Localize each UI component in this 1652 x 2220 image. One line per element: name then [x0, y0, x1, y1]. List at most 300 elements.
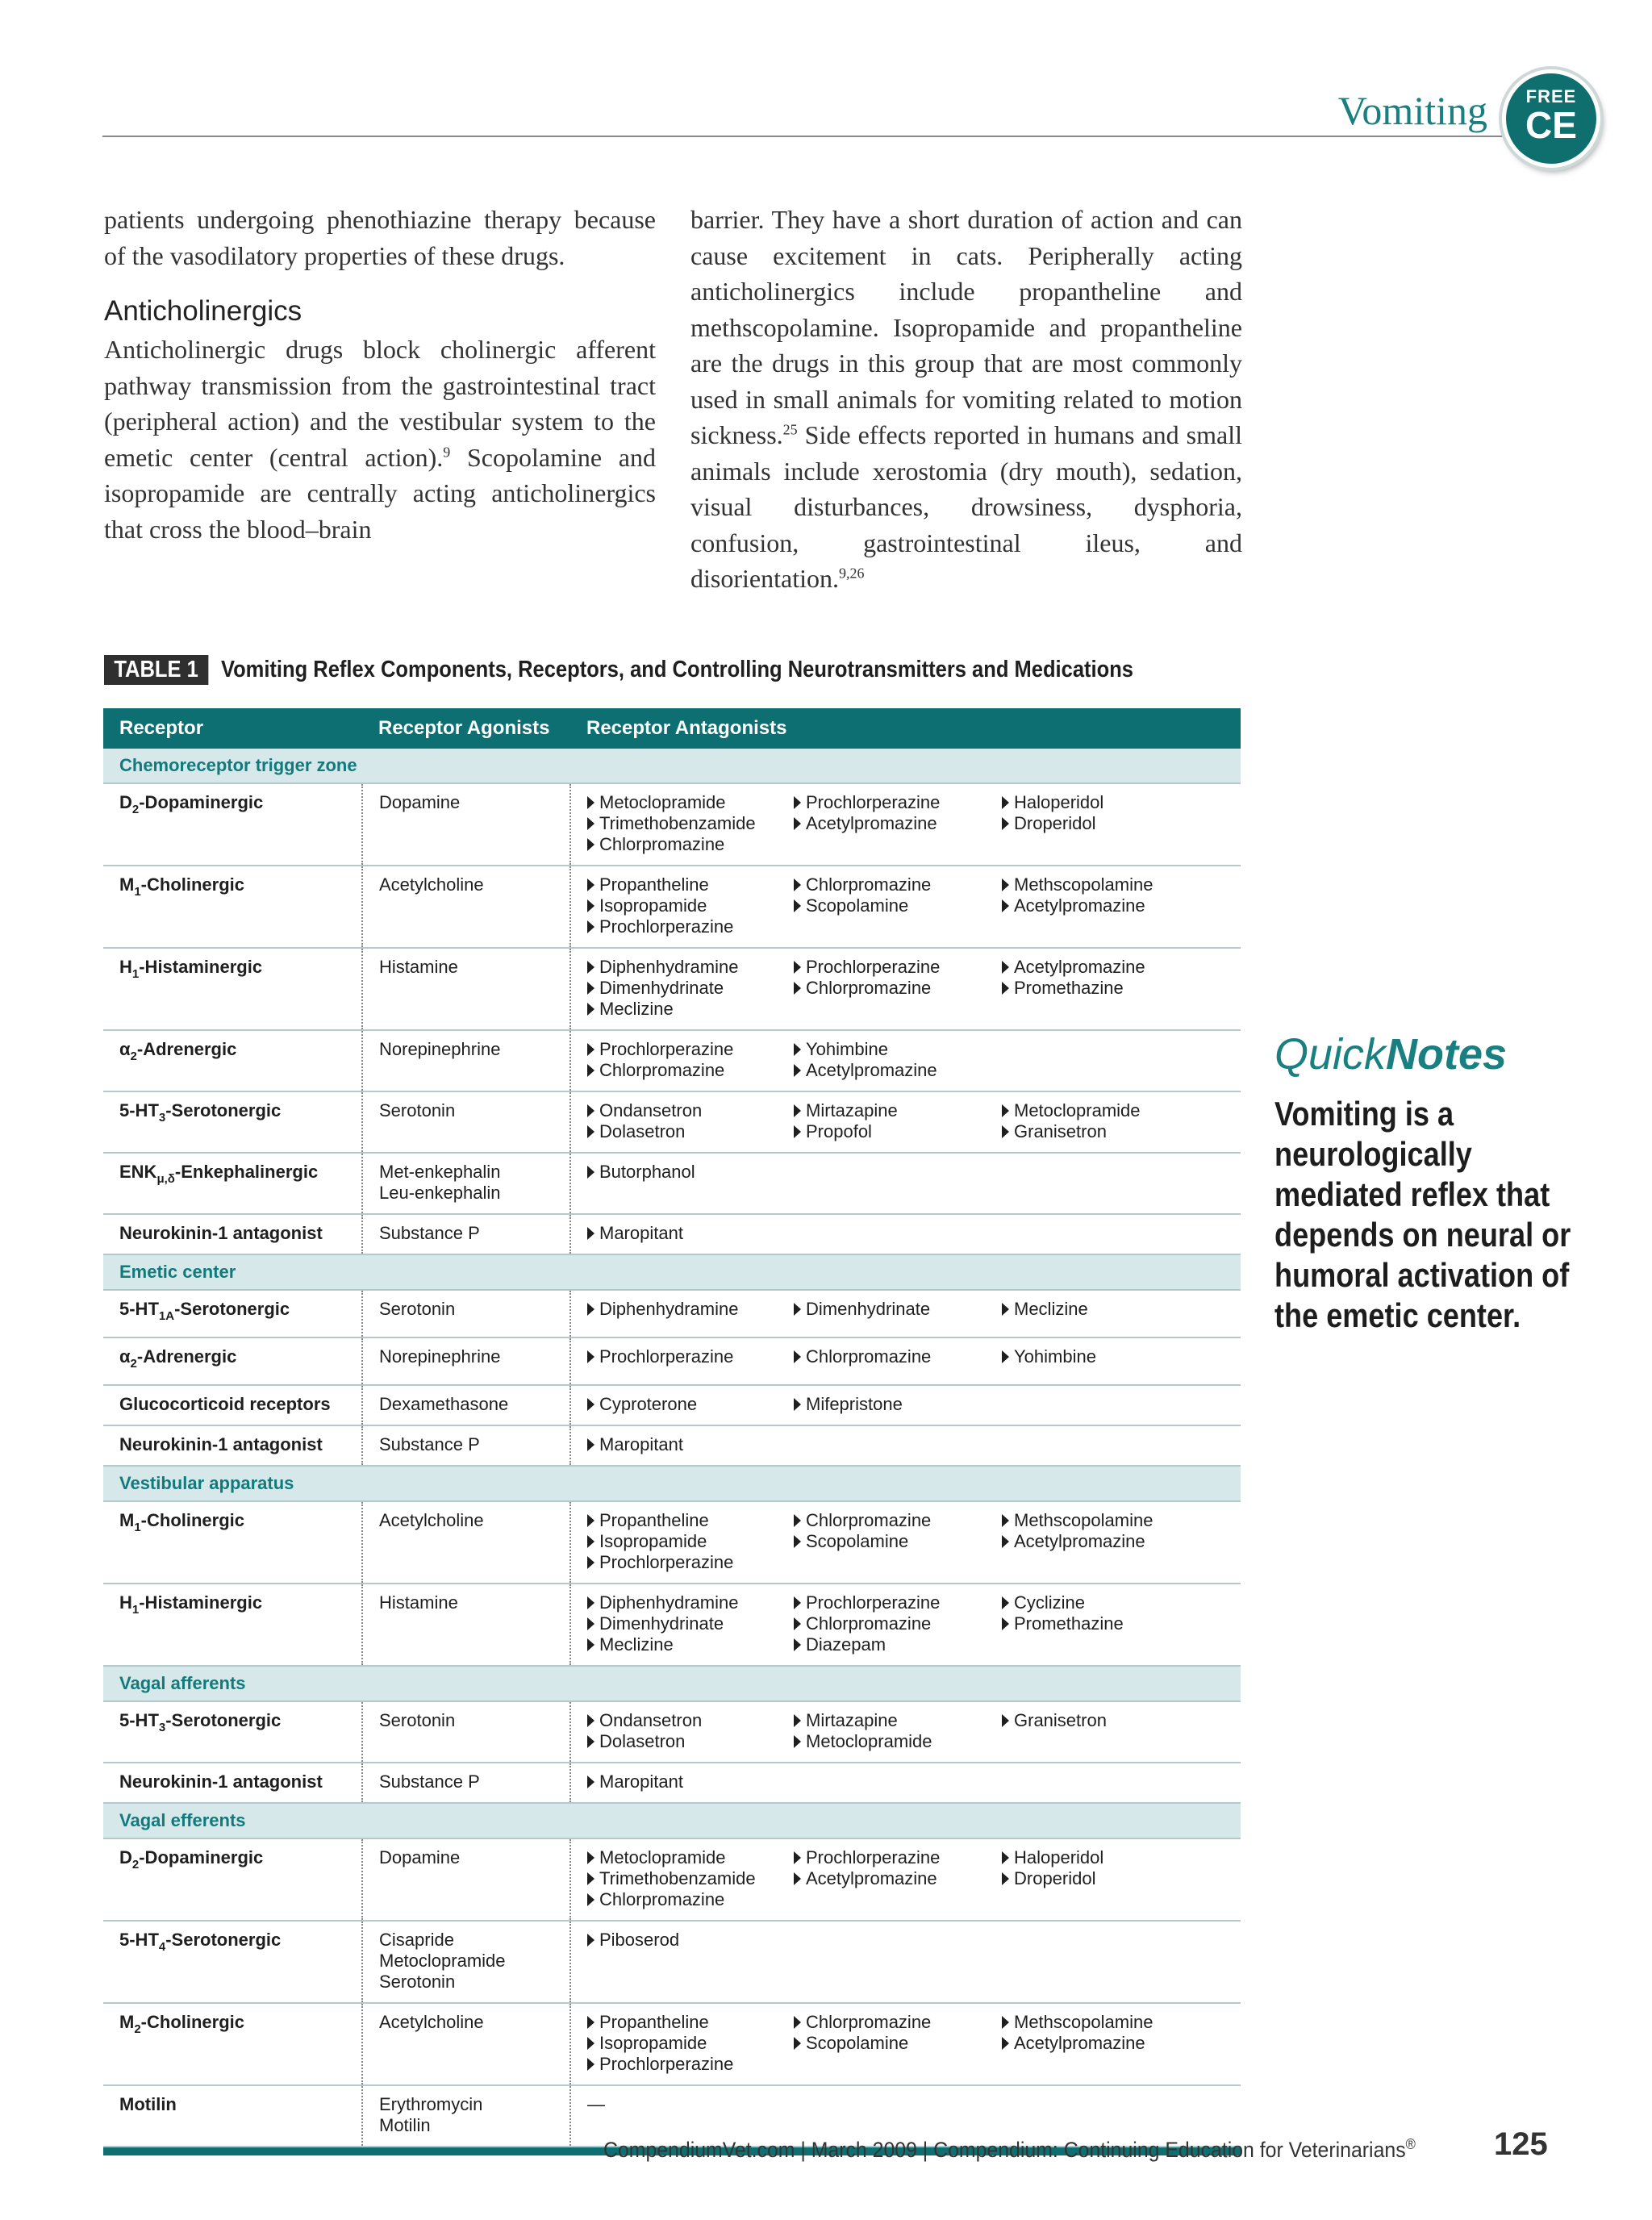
- antagonist-item: [587, 1510, 794, 1531]
- antagonist-name: Chlorpromazine: [599, 1889, 725, 1909]
- antagonists-cell: [570, 783, 1241, 866]
- antagonist-item: [794, 1100, 1002, 1121]
- antagonist-name: Acetylpromazine: [1014, 895, 1145, 916]
- antagonist-grid: [587, 1039, 1224, 1081]
- antagonist-name: Metoclopramide: [806, 1731, 932, 1751]
- continued-paragraph: [690, 202, 1242, 597]
- antagonist-item: [794, 1847, 1002, 1868]
- agonist: Metoclopramide: [379, 1951, 506, 1971]
- section-heading: Anticholinergics: [104, 295, 302, 327]
- page-footer: [603, 2138, 1416, 2163]
- antagonist-item: [587, 2033, 794, 2054]
- arrow-icon: [587, 982, 594, 995]
- table-row: [103, 1921, 1241, 2003]
- antagonist-name: Diazepam: [806, 1634, 886, 1655]
- quicknotes-quick: Quick: [1274, 1030, 1387, 1079]
- header-rule: [102, 136, 1538, 137]
- table-title: Vomiting Reflex Components, Receptors, and Controlling Neurotransmitters and Medications: [220, 657, 1133, 682]
- antagonist-name: Prochlorperazine: [599, 2054, 734, 2074]
- agonist: Norepinephrine: [379, 1039, 501, 1059]
- antagonist-name: Droperidol: [1014, 1868, 1096, 1888]
- table-row: [103, 1337, 1241, 1385]
- arrow-icon: [587, 1776, 594, 1788]
- agonists-cell: [362, 1214, 570, 1254]
- antagonist-item: [794, 1531, 1002, 1552]
- table-header-row: [103, 708, 1241, 749]
- arrow-icon: [1002, 2037, 1009, 2050]
- antagonist-name: Piboserod: [599, 1930, 680, 1950]
- arrow-icon: [587, 1438, 594, 1451]
- arrow-icon: [1002, 1851, 1009, 1864]
- arrow-icon: [794, 2016, 801, 2029]
- arrow-icon: [794, 1303, 801, 1316]
- receptor-subscript: 1: [131, 967, 140, 981]
- antagonist-name: Ondansetron: [599, 1100, 703, 1120]
- arrow-icon: [1002, 1714, 1009, 1727]
- antagonist-item: [587, 1100, 794, 1121]
- antagonist-name: Maropitant: [599, 1223, 683, 1243]
- arrow-icon: [1002, 1617, 1009, 1630]
- arrow-icon: [794, 1535, 801, 1548]
- antagonist-item: [587, 792, 794, 813]
- arrow-icon: [794, 1735, 801, 1748]
- antagonist-name: Methscopolamine: [1014, 874, 1153, 895]
- antagonist-name: Diphenhydramine: [599, 1592, 739, 1613]
- agonist: Dopamine: [379, 792, 461, 812]
- antagonist-item: [794, 957, 1002, 978]
- receptor-name: M: [119, 2012, 135, 2032]
- receptor-cell: [103, 1701, 362, 1763]
- agonists-cell: [362, 1290, 570, 1337]
- antagonist-item: [1002, 2012, 1208, 2033]
- antagonist-name: Scopolamine: [806, 895, 909, 916]
- agonist: Erythromycin: [379, 2094, 483, 2114]
- paragraph-text-cont: Side effects reported in humans and small animals include xerostomia (dry mouth), sedation, visual disturbances, drowsiness, dysphoria, confusion, gastrointestinal ileus, and disorientation.: [690, 420, 1242, 593]
- antagonist-item: [587, 1121, 794, 1142]
- intro-paragraph: patients undergoing phenothiazine therapy because of the vasodilatory properties of these drugs.: [104, 205, 656, 270]
- antagonists-cell: [570, 1501, 1241, 1584]
- antagonist-item: [587, 1434, 794, 1455]
- free-ce-badge: [1502, 69, 1600, 168]
- antagonist-grid: [587, 1592, 1224, 1655]
- antagonist-name: Methscopolamine: [1014, 2012, 1153, 2032]
- arrow-icon: [587, 1043, 594, 1056]
- arrow-icon: [794, 1043, 801, 1056]
- receptor-subscript: 1A: [158, 1309, 175, 1323]
- arrow-icon: [587, 1851, 594, 1864]
- agonists-cell: [362, 948, 570, 1030]
- antagonist-item: [1002, 1100, 1208, 1121]
- arrow-icon: [587, 1514, 594, 1527]
- table-row: [103, 1385, 1241, 1425]
- receptor-cell: [103, 1425, 362, 1466]
- arrow-icon: [587, 1556, 594, 1569]
- antagonist-item: [1002, 1039, 1208, 1060]
- antagonist-item: [1002, 792, 1208, 813]
- table-row: [103, 1763, 1241, 1803]
- antagonist-name: Droperidol: [1014, 813, 1096, 833]
- receptor-subscript: 3: [158, 1721, 166, 1734]
- antagonist-grid: [587, 1930, 1224, 1951]
- agonists-cell: [362, 2003, 570, 2085]
- receptor-cell: [103, 2003, 362, 2085]
- antagonist-item: [794, 1510, 1002, 1531]
- antagonist-item: [1002, 1847, 1208, 1868]
- antagonist-name: Chlorpromazine: [599, 1060, 725, 1080]
- table-body: [103, 749, 1241, 2155]
- antagonist-name: Chlorpromazine: [806, 1346, 932, 1367]
- antagonist-item: [794, 792, 1002, 813]
- reference-marker: 9,26: [838, 565, 865, 582]
- antagonist-name: Mifepristone: [806, 1394, 903, 1414]
- antagonist-name: Granisetron: [1014, 1710, 1107, 1730]
- arrow-icon: [587, 817, 594, 830]
- agonists-cell: [362, 2085, 570, 2147]
- receptor-suffix: -Dopaminergic: [139, 1847, 264, 1867]
- receptor-cell: [103, 1214, 362, 1254]
- antagonist-name: Acetylpromazine: [806, 813, 937, 833]
- receptor-suffix: -Dopaminergic: [139, 792, 264, 812]
- receptor-suffix: -Cholinergic: [140, 1510, 245, 1530]
- antagonist-grid: [587, 1510, 1224, 1573]
- arrow-icon: [587, 1166, 594, 1179]
- quicknotes-sidebar: [1274, 1029, 1581, 1336]
- antagonist-item: [587, 813, 794, 834]
- antagonist-name: Chlorpromazine: [599, 834, 725, 854]
- antagonist-name: Scopolamine: [806, 2033, 909, 2053]
- table-row: [103, 1030, 1241, 1091]
- antagonist-item: [587, 834, 794, 855]
- table-row: [103, 1701, 1241, 1763]
- receptor-suffix: -Adrenergic: [136, 1039, 237, 1059]
- antagonist-name: Dolasetron: [599, 1731, 686, 1751]
- antagonist-name: Yohimbine: [1014, 1346, 1096, 1367]
- arrow-icon: [794, 961, 801, 974]
- antagonist-item: [794, 1710, 1002, 1731]
- antagonists-cell: [570, 1214, 1241, 1254]
- antagonist-grid: [587, 1100, 1224, 1142]
- antagonist-grid: [587, 874, 1224, 937]
- antagonist-name: Metoclopramide: [1014, 1100, 1141, 1120]
- antagonists-cell: [570, 2003, 1241, 2085]
- receptor-name: H: [119, 1592, 132, 1613]
- arrow-icon: [587, 920, 594, 933]
- antagonist-item: [587, 1868, 794, 1889]
- paragraph-text: barrier. They have a short duration of action and can cause excitement in cats. Peripherally acting anticholinergics include propantheline and methscopolamine. Isopropamide and propantheline are the drugs in this group that are most commonly used in small animals for vomiting related to motion sickness.: [690, 205, 1242, 449]
- receptor-suffix: -Histaminergic: [139, 1592, 263, 1613]
- agonists-cell: [362, 1337, 570, 1385]
- antagonist-name: Chlorpromazine: [806, 1613, 932, 1634]
- receptor-subscript: 1: [131, 1603, 140, 1617]
- agonist: Histamine: [379, 957, 458, 977]
- antagonist-name: Maropitant: [599, 1434, 683, 1454]
- antagonist-name: Prochlorperazine: [806, 957, 941, 977]
- table-row: [103, 866, 1241, 948]
- antagonist-name: Dimenhydrinate: [806, 1299, 931, 1319]
- receptor-name: 5-HT: [119, 1100, 159, 1120]
- receptor-name: α: [119, 1039, 131, 1059]
- antagonist-item: [587, 895, 794, 916]
- antagonist-name: Haloperidol: [1014, 792, 1104, 812]
- antagonist-name: Promethazine: [1014, 1613, 1124, 1634]
- agonists-cell: [362, 1838, 570, 1921]
- antagonist-name: Metoclopramide: [599, 1847, 726, 1867]
- arrow-icon: [587, 1064, 594, 1077]
- antagonists-cell: [570, 1701, 1241, 1763]
- table-tag: TABLE 1: [104, 655, 208, 685]
- arrow-icon: [587, 796, 594, 809]
- arrow-icon: [587, 1350, 594, 1363]
- antagonist-item: [794, 1613, 1002, 1634]
- agonists-cell: [362, 866, 570, 948]
- antagonist-item: [587, 1531, 794, 1552]
- arrow-icon: [1002, 796, 1009, 809]
- antagonist-item: [587, 1060, 794, 1081]
- arrow-icon: [587, 899, 594, 912]
- arrow-icon: [587, 1934, 594, 1947]
- antagonist-item: [587, 916, 794, 937]
- arrow-icon: [794, 817, 801, 830]
- table-row: [103, 1091, 1241, 1153]
- receptor-name: M: [119, 874, 135, 895]
- antagonist-item: [587, 1299, 794, 1320]
- registered-mark: ®: [1405, 2136, 1416, 2152]
- antagonist-name: Isopropamide: [599, 2033, 707, 2053]
- receptor-name: H: [119, 957, 132, 977]
- arrow-icon: [794, 899, 801, 912]
- antagonist-name: Prochlorperazine: [806, 1847, 941, 1867]
- antagonists-cell: [570, 1030, 1241, 1091]
- table-section-label: Vestibular apparatus: [103, 1466, 1241, 1501]
- agonists-cell: [362, 1385, 570, 1425]
- receptor-cell: [103, 783, 362, 866]
- page-number: 125: [1494, 2126, 1548, 2162]
- table-row: [103, 1214, 1241, 1254]
- receptor-suffix: -Serotonergic: [165, 1100, 282, 1120]
- receptor-subscript: 4: [158, 1940, 166, 1954]
- agonist: Dexamethasone: [379, 1394, 509, 1414]
- arrow-icon: [794, 1064, 801, 1077]
- agonist: Serotonin: [379, 1972, 456, 1992]
- antagonist-name: Prochlorperazine: [806, 1592, 941, 1613]
- receptor-subscript: 1: [134, 1521, 141, 1534]
- arrow-icon: [587, 961, 594, 974]
- antagonist-name: Dolasetron: [599, 1121, 686, 1141]
- agonist: Acetylcholine: [379, 2012, 484, 2032]
- arrow-icon: [587, 1104, 594, 1117]
- antagonists-cell: [570, 1838, 1241, 1921]
- agonists-cell: [362, 1701, 570, 1763]
- arrow-icon: [794, 878, 801, 891]
- antagonist-grid: [587, 1847, 1224, 1910]
- antagonist-item: [794, 1121, 1002, 1142]
- arrow-icon: [1002, 1872, 1009, 1885]
- antagonist-item: [794, 1060, 1002, 1081]
- antagonist-item: [794, 1731, 1002, 1752]
- table-section-label: Vagal efferents: [103, 1803, 1241, 1838]
- antagonist-name: Haloperidol: [1014, 1847, 1104, 1867]
- reference-marker: 9: [443, 443, 451, 460]
- receptor-name: Glucocorticoid receptors: [119, 1394, 331, 1414]
- arrow-icon: [587, 1638, 594, 1651]
- antagonist-name: Scopolamine: [806, 1531, 909, 1551]
- antagonist-item: [587, 1847, 794, 1868]
- arrow-icon: [587, 1596, 594, 1609]
- receptor-name: D: [119, 1847, 132, 1867]
- antagonist-item: [1002, 1868, 1208, 1889]
- antagonist-item: [1002, 895, 1208, 916]
- receptor-cell: [103, 866, 362, 948]
- arrow-icon: [1002, 1104, 1009, 1117]
- antagonist-item: [587, 999, 794, 1020]
- antagonist-item: [794, 813, 1002, 834]
- antagonist-item: [794, 1039, 1002, 1060]
- footer-text: CompendiumVet.com | March 2009 | Compendium: Continuing Education for Veterinarians: [603, 2138, 1406, 2162]
- receptor-suffix: -Serotonergic: [165, 1930, 282, 1950]
- receptor-name: Neurokinin-1 antagonist: [119, 1434, 323, 1454]
- antagonist-grid: [587, 1299, 1224, 1320]
- agonist: Leu-enkephalin: [379, 1183, 501, 1203]
- receptor-subscript: μ,δ: [156, 1172, 175, 1186]
- badge-ce-label: CE: [1525, 104, 1577, 146]
- antagonist-name: Butorphanol: [599, 1162, 695, 1182]
- arrow-icon: [587, 1872, 594, 1885]
- agonist: Motilin: [379, 2115, 431, 2135]
- antagonist-item: [1002, 1299, 1208, 1320]
- arrow-icon: [1002, 1125, 1009, 1138]
- table-section-row: [103, 1666, 1241, 1701]
- agonist: Serotonin: [379, 1299, 456, 1319]
- arrow-icon: [1002, 1514, 1009, 1527]
- table-row: [103, 1838, 1241, 1921]
- antagonist-grid: [587, 2012, 1224, 2075]
- arrow-icon: [794, 1104, 801, 1117]
- receptor-suffix: -Cholinergic: [140, 874, 245, 895]
- antagonist-item: [587, 1039, 794, 1060]
- table-caption: [104, 655, 1133, 685]
- antagonist-item: [1002, 2033, 1208, 2054]
- antagonist-item: [1002, 957, 1208, 978]
- antagonist-name: Chlorpromazine: [806, 2012, 932, 2032]
- arrow-icon: [587, 1003, 594, 1016]
- antagonist-name: Acetylpromazine: [1014, 2033, 1145, 2053]
- antagonist-item: [1002, 1710, 1208, 1731]
- receptor-cell: [103, 1584, 362, 1666]
- receptor-cell: [103, 1030, 362, 1091]
- agonist: Substance P: [379, 1434, 480, 1454]
- receptor-cell: [103, 1091, 362, 1153]
- arrow-icon: [1002, 1303, 1009, 1316]
- receptor-cell: [103, 1501, 362, 1584]
- receptor-cell: [103, 1153, 362, 1214]
- arrow-icon: [1002, 1535, 1009, 1548]
- table-section-row: [103, 1466, 1241, 1501]
- arrow-icon: [587, 838, 594, 851]
- antagonists-cell: [570, 1385, 1241, 1425]
- antagonist-item: [794, 2033, 1002, 2054]
- arrow-icon: [794, 2037, 801, 2050]
- antagonist-item: [587, 874, 794, 895]
- receptor-suffix: -Adrenergic: [136, 1346, 237, 1367]
- body-column-right: [690, 202, 1242, 597]
- receptor-name: Neurokinin-1 antagonist: [119, 1771, 323, 1792]
- arrow-icon: [587, 1227, 594, 1240]
- paragraph-text: Anticholinergic drugs block cholinergic afferent pathway transmission from the gastrointestinal tract (peripheral action) and the vestibular system to the emetic center (central action).: [104, 335, 656, 472]
- paragraph-text-cont: Scopolamine and isopropamide are centrally acting anticholinergics that cross the blood–brain: [104, 442, 657, 544]
- antagonist-name: Diphenhydramine: [599, 957, 739, 977]
- antagonist-item: [587, 1162, 794, 1183]
- table-section-label: Vagal afferents: [103, 1666, 1241, 1701]
- antagonist-name: Acetylpromazine: [1014, 1531, 1145, 1551]
- antagonist-item: [1002, 1531, 1208, 1552]
- agonist: Norepinephrine: [379, 1346, 501, 1367]
- antagonist-name: Propantheline: [599, 874, 709, 895]
- antagonist-name: Meclizine: [1014, 1299, 1088, 1319]
- table-row: [103, 1153, 1241, 1214]
- antagonist-name: Isopropamide: [599, 895, 707, 916]
- agonists-cell: [362, 1584, 570, 1666]
- antagonists-cell: [570, 1091, 1241, 1153]
- receptor-name: 5-HT: [119, 1930, 159, 1950]
- antagonist-item: [794, 1868, 1002, 1889]
- antagonist-item: [587, 1731, 794, 1752]
- agonist: Dopamine: [379, 1847, 461, 1867]
- receptor-cell: [103, 1385, 362, 1425]
- arrow-icon: [1002, 1596, 1009, 1609]
- antagonist-name: Metoclopramide: [599, 792, 726, 812]
- antagonist-name: Prochlorperazine: [599, 1039, 734, 1059]
- receptor-cell: [103, 2085, 362, 2147]
- antagonist-item: [587, 1394, 794, 1415]
- antagonists-cell: [570, 866, 1241, 948]
- receptor-subscript: 2: [131, 1858, 140, 1872]
- receptor-suffix: -Histaminergic: [139, 957, 263, 977]
- antagonist-name: Meclizine: [599, 1634, 674, 1655]
- antagonist-item: [587, 1771, 794, 1792]
- antagonists-cell: [570, 1425, 1241, 1466]
- arrow-icon: [794, 1596, 801, 1609]
- antagonist-item: [1002, 1592, 1208, 1613]
- quicknotes-notes: Notes: [1386, 1030, 1508, 1079]
- agonist: Met-enkephalin: [379, 1162, 501, 1182]
- arrow-icon: [587, 1617, 594, 1630]
- table-section-row: [103, 749, 1241, 783]
- antagonist-item: [794, 1592, 1002, 1613]
- antagonists-cell: [570, 1290, 1241, 1337]
- running-header: Vomiting: [1337, 88, 1487, 133]
- antagonist-name: Propofol: [806, 1121, 872, 1141]
- antagonist-name: Cyclizine: [1014, 1592, 1086, 1613]
- antagonist-name: Chlorpromazine: [806, 1510, 932, 1530]
- antagonist-item: [587, 1592, 794, 1613]
- antagonist-item: [794, 874, 1002, 895]
- receptor-subscript: 3: [158, 1111, 166, 1125]
- antagonist-name: Prochlorperazine: [599, 916, 734, 937]
- receptor-cell: [103, 1337, 362, 1385]
- arrow-icon: [1002, 1350, 1009, 1363]
- arrow-icon: [1002, 961, 1009, 974]
- antagonist-item: [587, 1889, 794, 1910]
- agonists-cell: [362, 1425, 570, 1466]
- antagonist-name: Chlorpromazine: [806, 874, 932, 895]
- receptor-name: 5-HT: [119, 1299, 159, 1319]
- antagonist-grid: [587, 792, 1224, 855]
- receptor-suffix: -Cholinergic: [140, 2012, 245, 2032]
- antagonist-item: [587, 957, 794, 978]
- receptor-cell: [103, 1838, 362, 1921]
- antagonist-grid: [587, 1434, 1224, 1455]
- agonists-cell: [362, 1921, 570, 2003]
